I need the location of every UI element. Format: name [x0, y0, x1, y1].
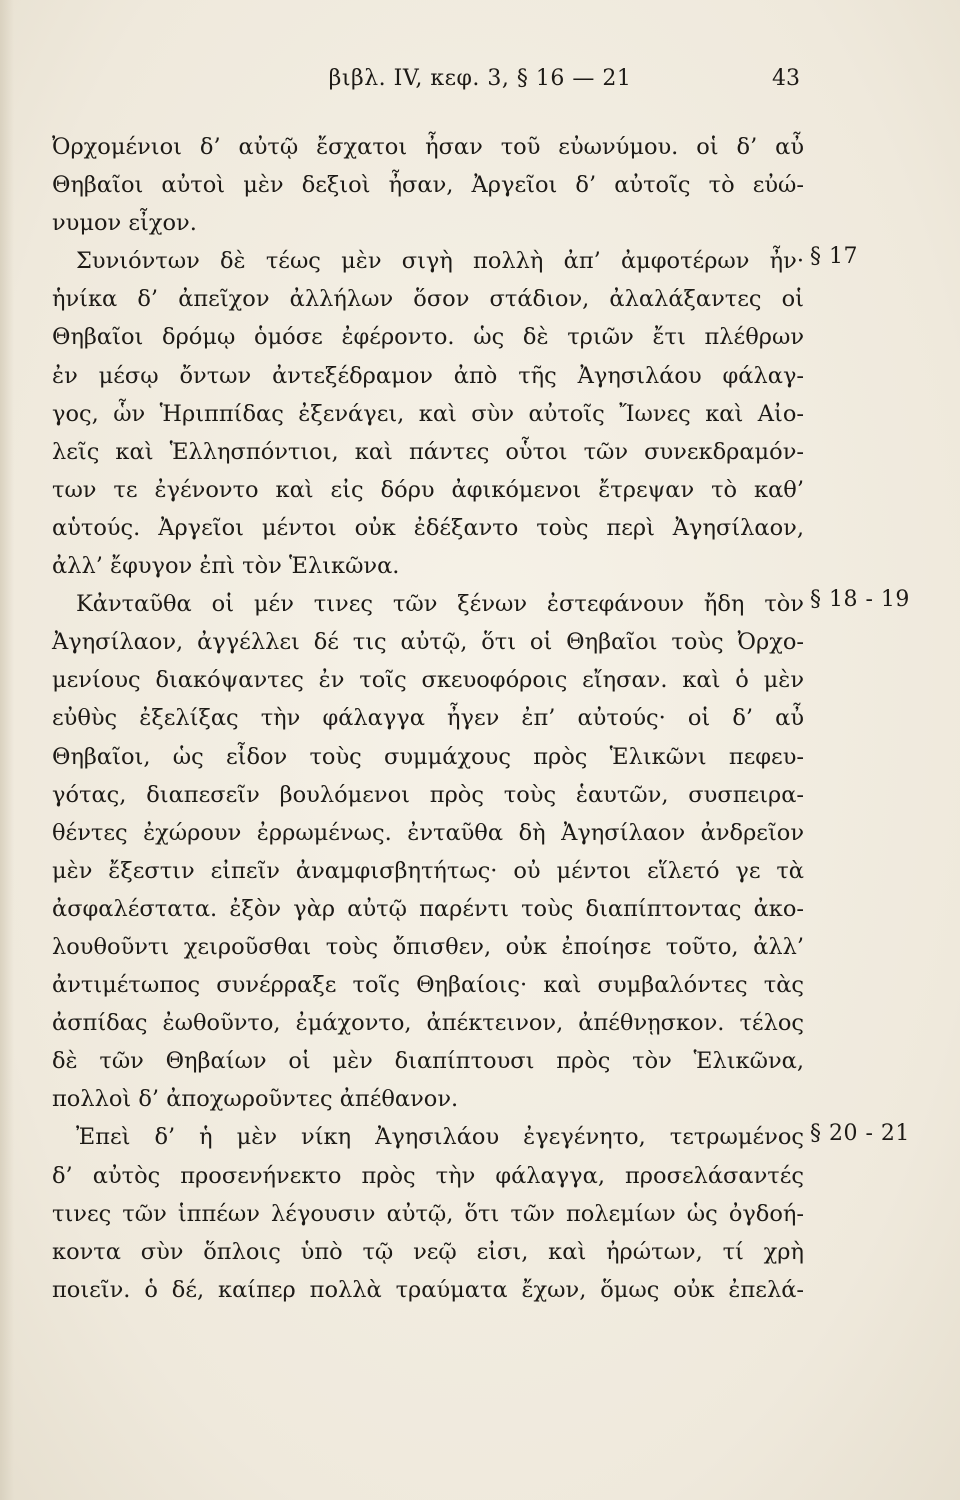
text-line: λουθοῦντι χειροῦσθαι τοὺς ὄπισθεν, οὐκ ἐποίησε τοῦτο, ἀλλ’ [52, 933, 804, 960]
text-line: εὐθὺς ἐξελίξας τὴν φάλαγγα ἦγεν ἐπ’ αὐτούς· οἱ δ’ αὖ [52, 705, 804, 732]
text-line: τινες τῶν ἱππέων λέγουσιν αὐτῷ, ὅτι τῶν πολεμίων ὡς ὀγδοή- [52, 1200, 804, 1227]
text-line: ἀλλ’ ἔφυγον ἐπὶ τὸν Ἑλικῶνα. [52, 553, 400, 580]
section-marker: § 18 - 19 [810, 587, 910, 613]
text-line: Ὀρχομένιοι δ’ αὐτῷ ἔσχατοι ἦσαν τοῦ εὐωνύμου. οἱ δ’ αὖ [52, 134, 804, 160]
main-text [52, 128, 804, 1309]
text-line: Ἀγησίλαον, ἀγγέλλει δέ τις αὐτῷ, ὅτι οἱ Θηβαῖοι τοὺς Ὀρχο- [52, 629, 804, 656]
text-line: λεῖς καὶ Ἑλλησπόντιοι, καὶ πάντες οὗτοι τῶν συνεκδραμόν- [52, 438, 804, 465]
text-line: ἡνίκα δ’ ἀπεῖχον ἀλλήλων ὅσον στάδιον, ἀλαλάξαντες οἱ [52, 286, 804, 313]
text-line: Συνιόντων δὲ τέως μὲν σιγὴ πολλὴ ἀπ’ ἀμφοτέρων ἦν· [76, 248, 804, 275]
text-line: Ἐπεὶ δ’ ἡ μὲν νίκη Ἀγησιλάου ἐγεγένητο, τετρωμένος [76, 1124, 804, 1151]
page-number: 43 [772, 66, 800, 91]
text-line: ἀντιμέτωπος συνέρραξε τοῖς Θηβαίοις· καὶ συμβαλόντες τὰς [52, 972, 804, 999]
running-head: βιβλ. IV, κεφ. 3, § 16 — 21 [328, 66, 632, 91]
text-line: κοντα σὺν ὅπλοις ὑπὸ τῷ νεῷ εἰσι, καὶ ἠρώτων, τί χρὴ [52, 1238, 804, 1265]
text-line: Θηβαῖοι δρόμῳ ὁμόσε ἐφέροντο. ὡς δὲ τριῶν ἔτι πλέθρων [52, 324, 804, 351]
text-line: θέντες ἐχώρουν ἐρρωμένως. ἐνταῦθα δὴ Ἀγησίλαον ἀνδρεῖον [52, 819, 804, 846]
page-header [0, 66, 960, 100]
text-line: Κἀνταῦθα οἱ μέν τινες τῶν ξένων ἐστεφάνουν ἤδη τὸν [76, 591, 804, 618]
text-line: δ’ αὐτὸς προσενήνεκτο πρὸς τὴν φάλαγγα, προσελάσαντές [52, 1162, 804, 1189]
section-marker: § 20 - 21 [810, 1120, 910, 1146]
text-line: γότας, διαπεσεῖν βουλόμενοι πρὸς τοὺς ἑαυτῶν, συσπειρα- [52, 781, 804, 808]
text-line: Θηβαῖοι, ὡς εἶδον τοὺς συμμάχους πρὸς Ἑλικῶνι πεφευ- [52, 743, 804, 770]
text-line: αὑτούς. Ἀργεῖοι μέντοι οὐκ ἐδέξαντο τοὺς περὶ Ἀγησίλαον, [52, 514, 804, 541]
text-line: ποιεῖν. ὁ δέ, καίπερ πολλὰ τραύματα ἔχων, ὅμως οὐκ ἐπελά- [52, 1276, 804, 1303]
text-line: πολλοὶ δ’ ἀποχωροῦντες ἀπέθανον. [52, 1086, 459, 1113]
text-line: ἀσφαλέστατα. ἐξὸν γὰρ αὐτῷ παρέντι τοὺς διαπίπτοντας ἀκο- [52, 895, 804, 922]
text-line: νυμον εἶχον. [52, 210, 197, 237]
text-line: Θηβαῖοι αὐτοὶ μὲν δεξιοὶ ἦσαν, Ἀργεῖοι δ’ αὐτοῖς τὸ εὐώ- [52, 172, 804, 199]
text-line: μὲν ἔξεστιν εἰπεῖν ἀναμφισβητήτως· οὐ μέντοι εἵλετό γε τὰ [52, 857, 804, 884]
text-line: ἀσπίδας ἐωθοῦντο, ἐμάχοντο, ἀπέκτεινον, ἀπέθνῃσκον. τέλος [52, 1010, 804, 1037]
text-line: μενίους διακόψαντες ἐν τοῖς σκευοφόροις εἴησαν. καὶ ὁ μὲν [52, 667, 804, 694]
text-line: γος, ὧν Ἡριππίδας ἐξενάγει, καὶ σὺν αὐτοῖς Ἴωνες καὶ Αἰο- [52, 400, 804, 427]
text-line: των τε ἐγένοντο καὶ εἰς δόρυ ἀφικόμενοι ἔτρεψαν τὸ καθ’ [52, 476, 804, 503]
page-edge-shadow [0, 0, 14, 1500]
section-marker: § 17 [810, 244, 858, 270]
text-line: δὲ τῶν Θηβαίων οἱ μὲν διαπίπτουσι πρὸς τὸν Ἑλικῶνα, [52, 1048, 804, 1075]
text-line: ἐν μέσῳ ὄντων ἀντεξέδραμον ἀπὸ τῆς Ἀγησιλάου φάλαγ- [52, 362, 804, 389]
